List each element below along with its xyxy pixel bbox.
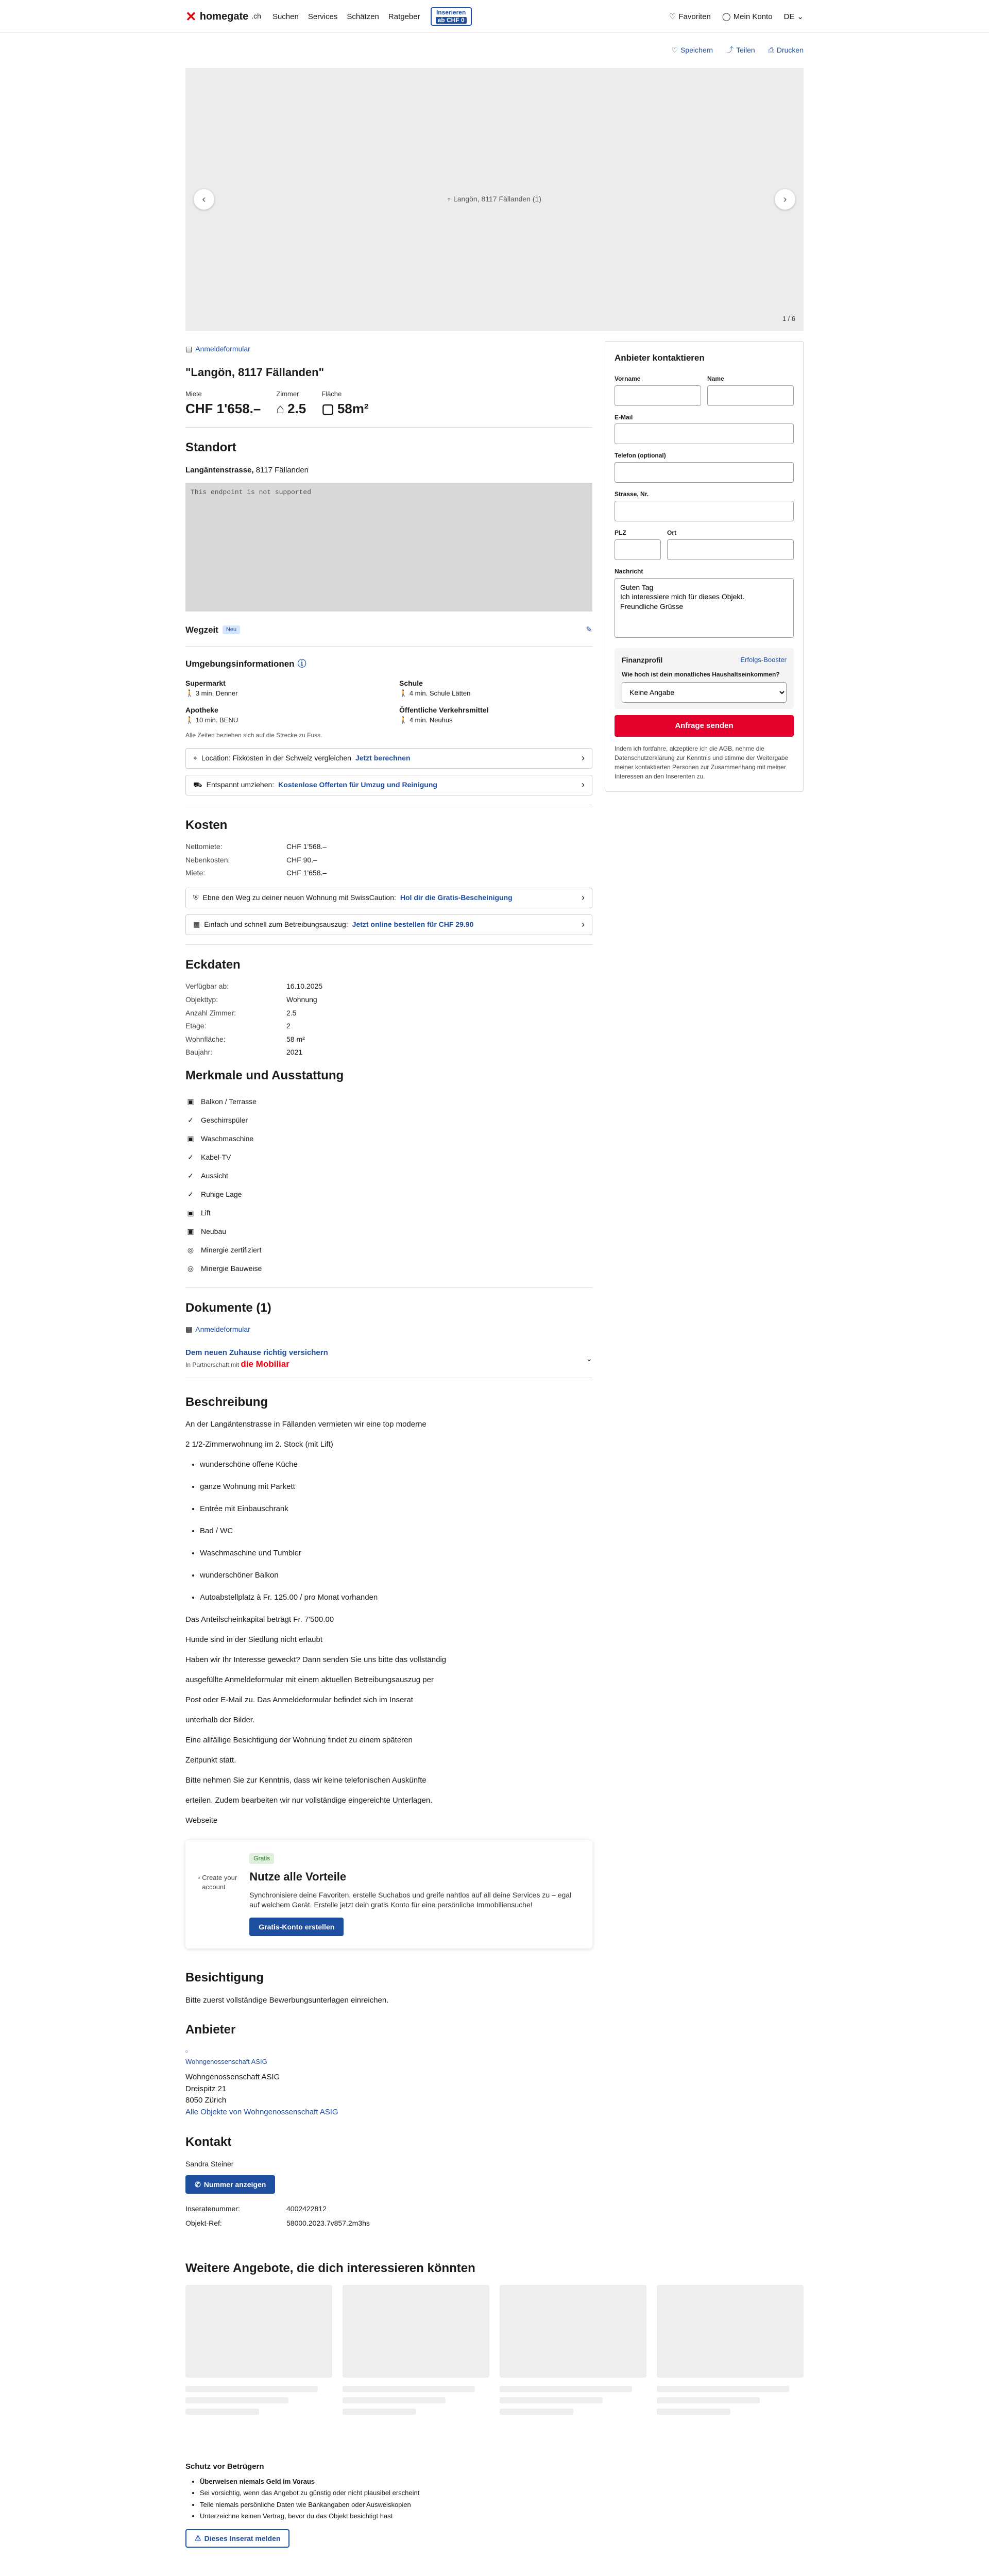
- feature-label: Kabel-TV: [201, 1153, 231, 1161]
- rent-value: CHF 1'658.–: [185, 400, 261, 416]
- inserieren-price: ab CHF 0: [436, 17, 467, 24]
- poi-detail: 4 min. Schule Lätten: [409, 689, 471, 697]
- detail-key: Objekttyp:: [185, 995, 218, 1004]
- provider-city: 8050 Zürich: [185, 2096, 227, 2105]
- document-item-label[interactable]: Anmeldeformular: [195, 1325, 250, 1334]
- details-heading: Eckdaten: [185, 957, 241, 972]
- promo-text: Einfach und schnell zum Betreibungsauszug:: [204, 920, 348, 929]
- cost-value: CHF 90.–: [286, 855, 317, 864]
- poi-detail: 4 min. Neuhus: [409, 716, 453, 724]
- fraud-tip-text: Überweisen niemals Geld im Voraus: [200, 2478, 315, 2486]
- firstname-label: Vorname: [615, 375, 641, 382]
- route-time[interactable]: [185, 624, 592, 636]
- gratis-title: Nutze alle Vorteile: [249, 1870, 347, 1884]
- info-icon[interactable]: ⓘ: [297, 659, 306, 669]
- promo-link[interactable]: Kostenlose Offerten für Umzug und Reinigung: [278, 780, 437, 789]
- skeleton-line: [343, 2409, 416, 2415]
- lastname-label: Name: [707, 375, 724, 382]
- street-input[interactable]: [615, 501, 794, 521]
- heart-icon: ♡: [669, 12, 676, 21]
- promo-link[interactable]: Jetzt online bestellen für CHF 29.90: [352, 920, 474, 929]
- nav-ratgeber[interactable]: Ratgeber: [388, 12, 420, 21]
- detail-value: 2: [286, 1022, 291, 1030]
- environment-heading: Umgebungsinformationen: [185, 659, 295, 669]
- detail-key: Baujahr:: [185, 1048, 213, 1057]
- zip-label: PLZ: [615, 529, 626, 536]
- chevron-right-icon: ›: [582, 752, 585, 763]
- elevator-icon: ▣: [187, 1208, 194, 1217]
- lastname-input[interactable]: [707, 385, 794, 406]
- detail-value: Wohnung: [286, 995, 317, 1004]
- description-list-item: • Bad / WC: [200, 1526, 592, 1536]
- share-label: Teilen: [736, 46, 755, 55]
- description-list-item: • Entrée mit Einbauschrank: [200, 1503, 592, 1514]
- skeleton-line: [185, 2409, 259, 2415]
- poi-detail: 10 min. BENU: [195, 716, 238, 724]
- account-label: Mein Konto: [733, 12, 773, 21]
- detail-key: Etage:: [185, 1022, 207, 1030]
- truck-icon: ⛟: [193, 780, 202, 789]
- divider: [185, 646, 592, 647]
- walk-icon: 🚶: [185, 689, 194, 697]
- costs-table: [185, 842, 592, 878]
- skeleton-line: [657, 2409, 730, 2415]
- description-text: Bitte nehmen Sie zur Kenntnis, dass wir keine telefonischen Auskünfte: [185, 1776, 427, 1785]
- fraud-tip: • Unterzeichne keinen Vertrag, bevor du das Objekt besichtigt hast: [200, 2512, 804, 2521]
- provider-logo-alt: Wohngenossenschaft ASIG: [185, 2057, 267, 2065]
- share-icon: ⤴: [726, 46, 734, 55]
- main-nav: [272, 11, 420, 22]
- show-number-label: Nummer anzeigen: [203, 2180, 266, 2189]
- fraud-protection: [185, 2461, 804, 2548]
- heart-icon: ♡: [671, 46, 678, 55]
- city-input[interactable]: [667, 539, 794, 560]
- contact-form: [605, 341, 804, 792]
- favourites-label: Favoriten: [678, 12, 711, 21]
- listing-title: "Langön, 8117 Fällanden": [185, 365, 325, 379]
- chevron-right-icon: ›: [783, 194, 787, 205]
- skeleton-line: [657, 2397, 760, 2403]
- skeleton-line: [185, 2386, 318, 2392]
- description-list-item: • Autoabstellplatz à Fr. 125.00 / pro Monat vorhanden: [200, 1592, 592, 1603]
- building-icon: ▣: [187, 1227, 194, 1235]
- promo-swisscaution[interactable]: [185, 888, 592, 908]
- share-button[interactable]: [726, 45, 755, 56]
- check-icon: ✓: [187, 1153, 194, 1161]
- nav-services[interactable]: Services: [308, 12, 338, 21]
- detail-key: Anzahl Zimmer:: [185, 1008, 236, 1017]
- divider: [185, 944, 592, 945]
- email-label: E-Mail: [615, 413, 633, 421]
- poi-title: Öffentliche Verkehrsmittel: [399, 705, 489, 714]
- feature-item: [185, 1167, 592, 1185]
- poi-apotheke: [185, 705, 379, 725]
- cost-value: CHF 1'568.–: [286, 842, 327, 851]
- provider-street: Dreispitz 21: [185, 2084, 227, 2093]
- save-label: Speichern: [680, 46, 713, 55]
- promo-umzug[interactable]: [185, 775, 592, 795]
- message-label: Nachricht: [615, 567, 643, 575]
- details-table: [185, 981, 592, 1058]
- area-value: 58m²: [337, 400, 369, 416]
- mobiliar-partner: In Partnerschaft mit: [185, 1361, 240, 1368]
- feature-item: [185, 1130, 592, 1148]
- warning-icon: ⚠: [195, 2534, 201, 2543]
- nav-schaetzen[interactable]: Schätzen: [347, 12, 379, 21]
- divider: [185, 427, 592, 428]
- logo[interactable]: [185, 9, 261, 24]
- costs-heading: Kosten: [185, 818, 228, 832]
- printer-icon: ⎙: [768, 46, 774, 55]
- homegate-logo-icon: ✕: [185, 9, 197, 24]
- skeleton-line: [343, 2386, 475, 2392]
- phone-input[interactable]: [615, 462, 794, 483]
- description-text: An der Langäntenstrasse in Fällanden vermieten wir eine top moderne: [185, 1420, 427, 1429]
- new-badge: Neu: [223, 625, 240, 634]
- cost-key: Miete:: [185, 869, 206, 877]
- feature-label: Aussicht: [201, 1171, 228, 1180]
- feature-label: Ruhige Lage: [201, 1190, 242, 1198]
- document-item[interactable]: [185, 1325, 592, 1335]
- skeleton-image: [500, 2285, 646, 2378]
- walk-icon: 🚶: [399, 689, 408, 697]
- cost-key: Nettomiete:: [185, 842, 223, 851]
- detail-value: 2.5: [286, 1008, 297, 1017]
- user-icon: ◯: [722, 12, 731, 21]
- similar-listings: [185, 2260, 804, 2420]
- provider-heading: Anbieter: [185, 2022, 236, 2037]
- site-header: [0, 0, 989, 33]
- message-textarea[interactable]: [615, 578, 794, 638]
- divider: [185, 1287, 592, 1288]
- account-link[interactable]: [722, 11, 773, 22]
- minergie-icon: ◎: [187, 1245, 194, 1254]
- feature-item: [185, 1223, 592, 1241]
- id-key: Objekt-Ref:: [185, 2218, 222, 2227]
- similar-card-skeleton[interactable]: [185, 2285, 332, 2420]
- mobiliar-logo: die Mobiliar: [241, 1359, 289, 1369]
- feature-item: [185, 1093, 592, 1111]
- chevron-left-icon: ‹: [202, 194, 206, 205]
- poi-title: Apotheke: [185, 705, 218, 714]
- document-icon: ▤: [185, 1325, 193, 1334]
- description-heading: Beschreibung: [185, 1395, 268, 1409]
- free-account-card: [185, 1840, 592, 1948]
- id-value: 4002422812: [286, 2205, 327, 2213]
- chevron-down-icon[interactable]: ⌄: [586, 1354, 592, 1363]
- description-text: Webseite: [185, 1816, 218, 1825]
- description-list-item: • ganze Wohnung mit Parkett: [200, 1481, 592, 1492]
- firstname-input[interactable]: [615, 385, 701, 406]
- broken-image-icon: ▫: [185, 2047, 188, 2056]
- account-image: [198, 1853, 237, 1914]
- provider-info: [185, 2046, 592, 2118]
- skeleton-line: [500, 2409, 573, 2415]
- poi-detail: 3 min. Denner: [195, 689, 238, 697]
- fraud-tip: • Sei vorsichtig, wenn das Angebot zu günstig oder nicht plausibel erscheint: [200, 2488, 804, 2498]
- map-placeholder[interactable]: This endpoint is not supported: [185, 483, 592, 612]
- zip-input[interactable]: [615, 539, 661, 560]
- promo-betreibung[interactable]: [185, 914, 592, 935]
- feature-item: [185, 1111, 592, 1130]
- location-heading: Standort: [185, 440, 236, 454]
- area-icon: ▢: [321, 400, 334, 416]
- gratis-badge: Gratis: [249, 1853, 274, 1864]
- poi-oev: [399, 705, 592, 725]
- fraud-tip: • Teile niemals persönliche Daten wie Bankangaben oder Ausweiskopien: [200, 2500, 804, 2510]
- create-account-button[interactable]: Gratis-Konto erstellen: [249, 1918, 344, 1936]
- minergie-icon: ◎: [187, 1264, 194, 1273]
- feature-item: [185, 1241, 592, 1260]
- promo-text: Ebne den Weg zu deiner neuen Wohnung mit SwissCaution:: [202, 893, 396, 902]
- contact-form-title: Anbieter kontaktieren: [615, 353, 705, 363]
- chevron-right-icon: ›: [582, 892, 585, 903]
- description-text: Hunde sind in der Siedlung nicht erlaubt: [185, 1635, 323, 1645]
- description-list-item: • wunderschöne offene Küche: [200, 1459, 592, 1470]
- document-link[interactable]: [185, 344, 592, 354]
- feature-label: Minergie Bauweise: [201, 1264, 262, 1273]
- broken-image-icon: ▫: [448, 195, 450, 204]
- main-content: [185, 341, 592, 2229]
- report-listing-button[interactable]: [185, 2529, 289, 2548]
- feature-item: [185, 1185, 592, 1204]
- visit-text: Bitte zuerst vollständige Bewerbungsunterlagen einreichen.: [185, 1995, 389, 2005]
- promo-text: Location: Fixkosten in der Schweiz vergleichen: [201, 753, 351, 762]
- balcony-icon: ▣: [187, 1097, 194, 1106]
- area-fact: [321, 389, 368, 418]
- washer-icon: ▣: [187, 1134, 194, 1143]
- rooms-icon: ⌂: [276, 400, 285, 416]
- cost-value: CHF 1'658.–: [286, 869, 327, 877]
- location-pin-icon: ⌖: [193, 753, 197, 762]
- print-label: Drucken: [776, 46, 804, 55]
- gallery-prev-button[interactable]: [194, 189, 214, 210]
- feature-item: [185, 1260, 592, 1278]
- account-image-alt: Create your account: [202, 1874, 237, 1891]
- financial-profile: [615, 648, 794, 709]
- description-list-item: • wunderschöner Balkon: [200, 1570, 592, 1581]
- rooms-label: Zimmer: [276, 390, 299, 398]
- language-label: DE: [783, 12, 795, 21]
- detail-value: 2021: [286, 1048, 303, 1057]
- similar-card-skeleton[interactable]: [500, 2285, 646, 2420]
- chevron-right-icon: ›: [582, 919, 585, 930]
- phone-label: Telefon (optional): [615, 452, 666, 460]
- address-street: Langäntenstrasse,: [185, 465, 254, 474]
- document-icon: ▤: [185, 345, 193, 353]
- feature-label: Neubau: [201, 1227, 227, 1235]
- income-question: Wie hoch ist dein monatliches Haushaltseinkommen?: [622, 671, 780, 679]
- favourites-link[interactable]: [669, 11, 711, 22]
- gallery-image: [448, 194, 541, 205]
- description-text: erteilen. Zudem bearbeiten wir nur vollständige eingereichte Unterlagen.: [185, 1796, 433, 1805]
- environment-note: Alle Zeiten beziehen sich auf die Strecke zu Fuss.: [185, 731, 322, 739]
- fraud-tip: [200, 2477, 804, 2486]
- similar-card-skeleton[interactable]: [343, 2285, 489, 2420]
- route-label: Wegzeit: [185, 624, 218, 635]
- description-list: [200, 1459, 592, 1603]
- feature-item: [185, 1148, 592, 1167]
- rooms-value: 2.5: [287, 400, 306, 416]
- skeleton-line: [343, 2397, 446, 2403]
- promo-link[interactable]: Hol dir die Gratis-Bescheinigung: [400, 893, 513, 902]
- email-input[interactable]: [615, 423, 794, 444]
- feature-label: Waschmaschine: [201, 1134, 254, 1143]
- rent-fact: [185, 389, 261, 418]
- promo-text: Entspannt umziehen:: [206, 780, 275, 789]
- mobiliar-title: Dem neuen Zuhause richtig versichern: [185, 1348, 328, 1357]
- description-text: Haben wir Ihr Interesse geweckt? Dann senden Sie uns bitte das vollständig: [185, 1655, 447, 1665]
- document-icon: ▤: [193, 920, 200, 929]
- skeleton-line: [500, 2397, 603, 2403]
- listing-actions: [185, 33, 804, 68]
- description-text: Das Anteilscheinkapital beträgt Fr. 7'500.00: [185, 1615, 334, 1624]
- broken-image-icon: ▫: [198, 1874, 200, 1882]
- mobiliar-insurance-banner[interactable]: [185, 1347, 592, 1378]
- id-value: 58000.2023.7v857.2m3hs: [286, 2218, 370, 2227]
- features-list: [185, 1093, 592, 1278]
- detail-key: Verfügbar ab:: [185, 982, 229, 991]
- logo-text: homegate: [199, 11, 249, 22]
- description-text: unterhalb der Bilder.: [185, 1716, 255, 1725]
- send-request-button[interactable]: Anfrage senden: [615, 715, 794, 737]
- features-heading: Merkmale und Ausstattung: [185, 1069, 344, 1083]
- report-listing-label: Dieses Inserat melden: [204, 2534, 281, 2543]
- skeleton-image: [343, 2285, 489, 2378]
- financial-profile-title: Finanzprofil: [622, 655, 663, 664]
- check-icon: ✓: [187, 1171, 194, 1180]
- skeleton-line: [500, 2386, 632, 2392]
- detail-key: Wohnfläche:: [185, 1035, 226, 1043]
- check-icon: ✓: [187, 1190, 194, 1198]
- description-list-item: • Waschmaschine und Tumbler: [200, 1548, 592, 1558]
- poi-supermarkt: [185, 679, 379, 698]
- inserieren-button[interactable]: [431, 7, 472, 26]
- chevron-right-icon: ›: [582, 779, 585, 790]
- show-number-button[interactable]: [185, 2175, 275, 2194]
- feature-label: Geschirrspüler: [201, 1115, 248, 1124]
- contact-heading: Kontakt: [185, 2135, 232, 2149]
- document-link-label[interactable]: Anmeldeformular: [195, 345, 250, 353]
- poi-title: Supermarkt: [185, 679, 226, 688]
- save-button[interactable]: [671, 45, 713, 56]
- provider-logo[interactable]: [185, 2046, 592, 2066]
- rent-label: Miete: [185, 390, 202, 398]
- feature-item: [185, 1204, 592, 1223]
- logo-suffix: .ch: [251, 12, 261, 21]
- cost-key: Nebenkosten:: [185, 855, 230, 864]
- check-icon: ✓: [187, 1115, 194, 1124]
- city-label: Ort: [667, 529, 676, 536]
- contact-sidebar: [605, 341, 804, 2229]
- key-facts: [185, 389, 592, 418]
- promo-fixkosten[interactable]: [185, 748, 592, 769]
- pencil-icon[interactable]: ✎: [586, 625, 592, 634]
- success-booster-link[interactable]: Erfolgs-Booster: [740, 655, 787, 664]
- id-key: Inseratenummer:: [185, 2205, 240, 2213]
- documents-heading: Dokumente (1): [185, 1300, 271, 1315]
- language-select[interactable]: [784, 11, 804, 22]
- income-select[interactable]: [622, 682, 787, 703]
- feature-label: Lift: [201, 1208, 211, 1217]
- description: [185, 1394, 592, 1826]
- inserieren-label: Inserieren: [436, 8, 466, 16]
- area-label: Fläche: [321, 390, 342, 398]
- detail-value: 16.10.2025: [286, 982, 323, 991]
- gratis-text: Synchronisiere deine Favoriten, erstelle Suchabos und greife nahtlos auf all deine Services zu – egal auf welchem Gerät. Erstelle jetzt dein gratis Konto für eine persönliche Immobiliensuche!: [249, 1890, 572, 1909]
- description-text: Post oder E-Mail zu. Das Anmeldeformular befindet sich im Inserat: [185, 1696, 413, 1705]
- poi-title: Schule: [399, 679, 423, 688]
- walk-icon: 🚶: [399, 716, 408, 724]
- environment-info: [185, 658, 592, 739]
- detail-value: 58 m²: [286, 1035, 305, 1043]
- gallery-image-alt: Langön, 8117 Fällanden (1): [453, 195, 541, 204]
- provider-name: Wohngenossenschaft ASIG: [185, 2073, 280, 2082]
- description-text: ausgefüllte Anmeldeformular mit einem aktuellen Betreibungsauszug per: [185, 1675, 434, 1685]
- description-text: 2 1/2-Zimmerwohnung im 2. Stock (mit Lift): [185, 1440, 333, 1449]
- contact-person: Sandra Steiner: [185, 2159, 234, 2168]
- feature-label: Balkon / Terrasse: [201, 1097, 257, 1106]
- gallery-counter: 1 / 6: [782, 314, 795, 323]
- listing-ids: [185, 2204, 592, 2228]
- similar-heading: Weitere Angebote, die dich interessieren könnten: [185, 2261, 475, 2275]
- skeleton-line: [657, 2386, 789, 2392]
- skeleton-line: [185, 2397, 288, 2403]
- skeleton-image: [657, 2285, 804, 2378]
- address-city: 8117 Fällanden: [253, 465, 309, 474]
- poi-schule: [399, 679, 592, 698]
- street-label: Strasse, Nr.: [615, 490, 649, 498]
- visit-heading: Besichtigung: [185, 1971, 264, 1985]
- gallery-next-button[interactable]: [775, 189, 795, 210]
- print-button[interactable]: [769, 45, 804, 56]
- shield-icon: ⛨: [193, 893, 199, 902]
- fraud-heading: Schutz vor Betrügern: [185, 2462, 264, 2471]
- address: [185, 465, 592, 476]
- nav-suchen[interactable]: Suchen: [272, 12, 299, 21]
- walk-icon: 🚶: [185, 716, 194, 724]
- phone-icon: ✆: [195, 2180, 201, 2189]
- promo-link[interactable]: Jetzt berechnen: [355, 753, 411, 762]
- image-gallery[interactable]: [185, 68, 804, 331]
- description-text: Zeitpunkt statt.: [185, 1756, 236, 1765]
- similar-card-skeleton[interactable]: [657, 2285, 804, 2420]
- feature-label: Minergie zertifiziert: [201, 1245, 262, 1254]
- legal-notice: Indem ich fortfahre, akzeptiere ich die AGB, nehme die Datenschutzerklärung zur Kenntnis und stimme der Weitergabe meiner kontaktierten Personen zur Zusammenhang mit meiner Interessen an den Inserenten zu.: [615, 744, 789, 780]
- skeleton-image: [185, 2285, 332, 2378]
- provider-all-objects-link[interactable]: Alle Objekte von Wohngenossenschaft ASIG: [185, 2107, 338, 2116]
- chevron-down-icon: ⌄: [797, 12, 804, 21]
- rooms-fact: [276, 389, 306, 418]
- description-text: Eine allfällige Besichtigung der Wohnung findet zu einem späteren: [185, 1736, 413, 1745]
